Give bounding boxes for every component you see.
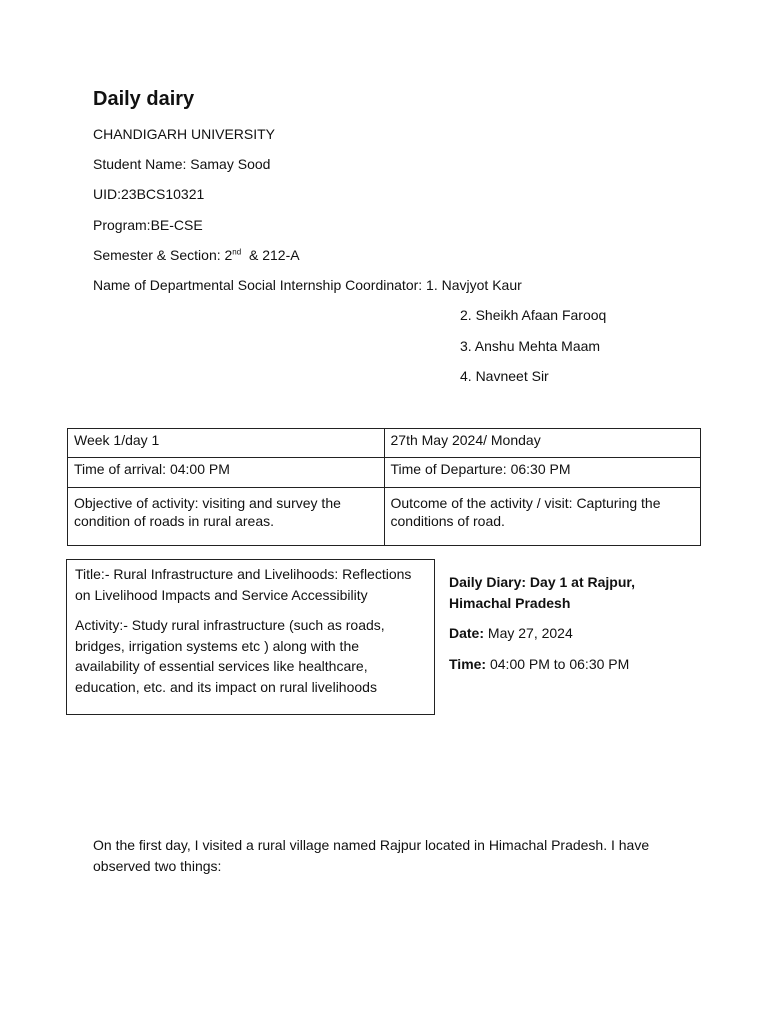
table-cell: Week 1/day 1 (68, 429, 385, 458)
time-label: Time: (449, 655, 487, 672)
diary-date (449, 623, 679, 644)
table-cell: Objective of activity: visiting and survey the condition of roads in rural areas. (68, 488, 385, 546)
diary-heading: Daily Diary: Day 1 at Rajpur, Himachal Pradesh (449, 574, 635, 611)
table-cell: Time of arrival: 04:00 PM (68, 458, 385, 488)
semester-superscript: nd (232, 247, 242, 257)
diary-time (449, 654, 679, 675)
date-value: May 27, 2024 (484, 625, 573, 641)
table-cell: 27th May 2024/ Monday (384, 429, 701, 458)
activity-box (66, 559, 435, 715)
semester-suffix: & 212-A (241, 247, 300, 263)
table-row (68, 458, 701, 488)
coordinator-3: 3. Anshu Mehta Maam (460, 338, 601, 354)
time-value: 04:00 PM to 06:30 PM (486, 655, 630, 672)
date-label: Date: (449, 625, 485, 641)
activity-table (67, 428, 701, 546)
university-name: CHANDIGARH UNIVERSITY (93, 126, 276, 142)
coordinator-2: 2. Sheikh Afaan Farooq (460, 307, 607, 323)
student-name: Student Name: Samay Sood (93, 156, 271, 172)
document-title: Daily dairy (93, 88, 195, 110)
table-row (68, 429, 701, 458)
table-cell: Time of Departure: 06:30 PM (384, 458, 701, 488)
semester-prefix: Semester & Section: 2 (93, 247, 233, 263)
activity-title: Title:- Rural Infrastructure and Livelihoods: Reflections on Livelihood Impacts and Service Accessibility (75, 566, 412, 603)
coordinator-label: Name of Departmental Social Internship Coordinator: 1. Navjyot Kaur (93, 277, 522, 293)
activity-description: Activity:- Study rural infrastructure (such as roads, bridges, irrigation systems etc ) along with the availability of essential services like healthcare, education, etc. and its impact on rural livelihoods (75, 617, 385, 695)
table-cell: Outcome of the activity / visit: Capturing the conditions of road. (384, 488, 701, 546)
semester-section (93, 247, 300, 263)
body-paragraph: On the first day, I visited a rural village named Rajpur located in Himachal Pradesh. I have observed two things: (93, 837, 650, 874)
program: Program:BE-CSE (93, 217, 203, 233)
table-row (68, 488, 701, 546)
student-uid: UID:23BCS10321 (93, 186, 205, 202)
diary-summary (449, 572, 679, 684)
coordinator-4: 4. Navneet Sir (460, 368, 549, 384)
